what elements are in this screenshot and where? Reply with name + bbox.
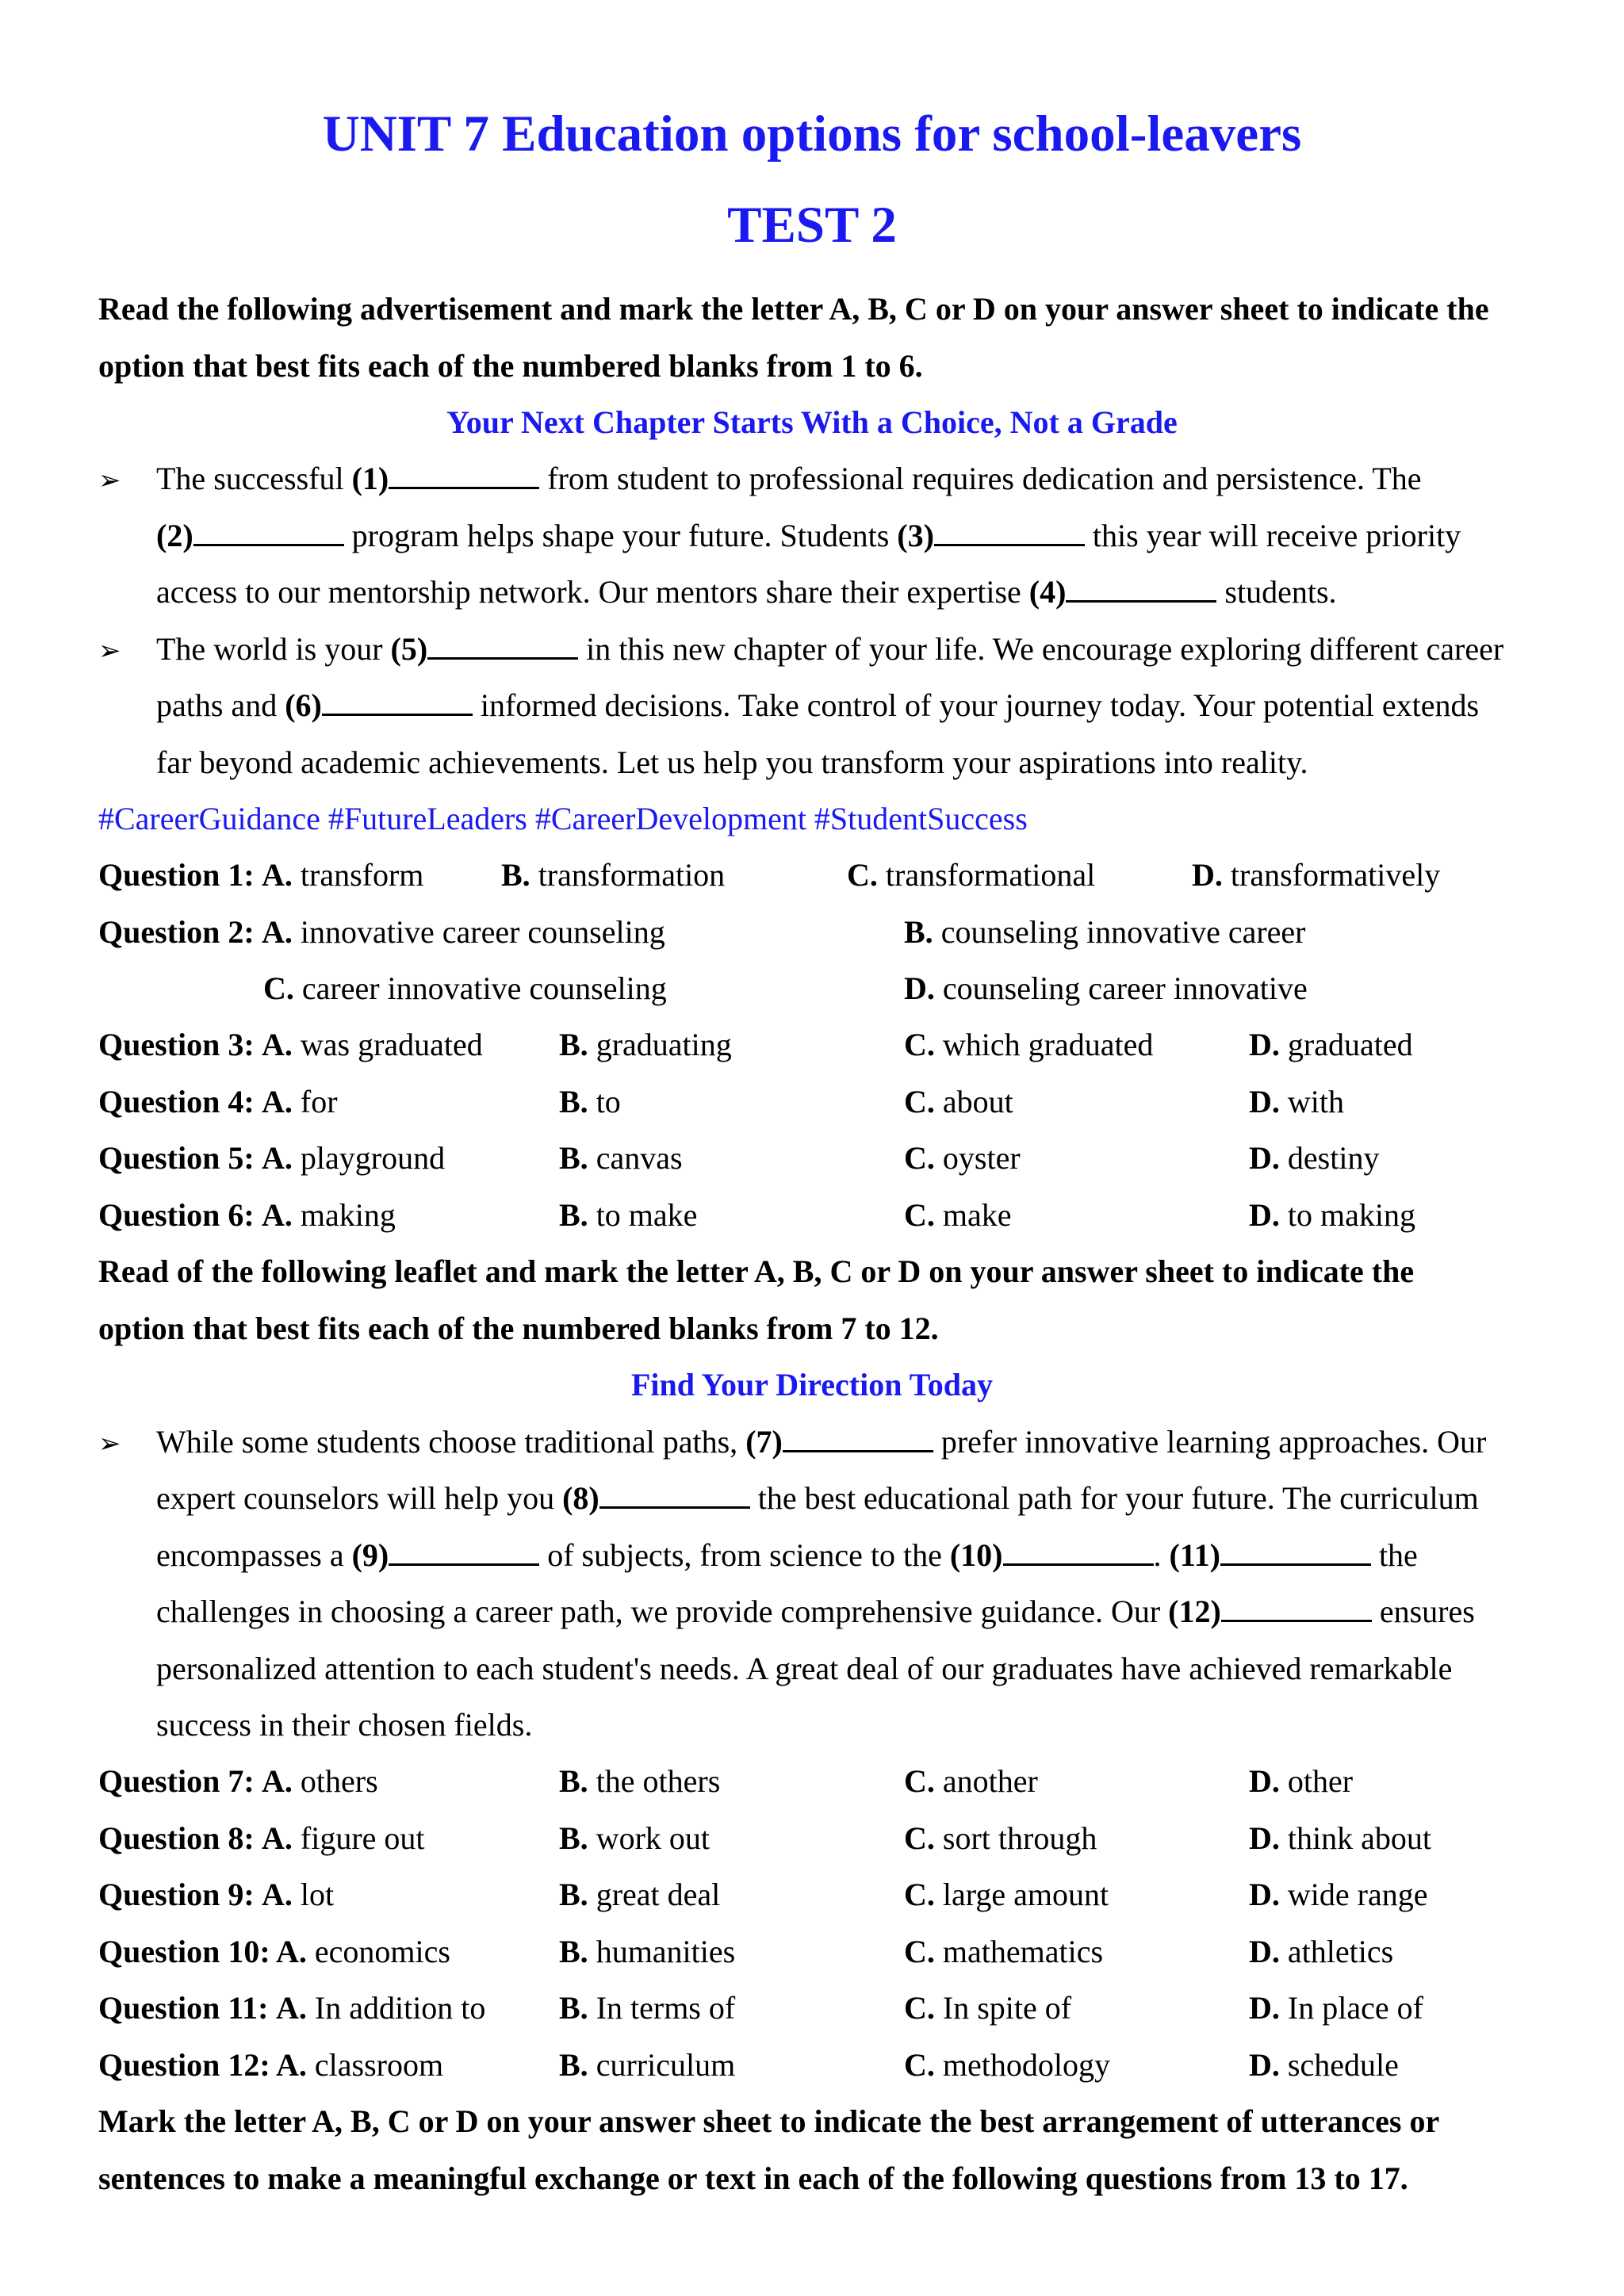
question-3-label: Question 3: (98, 1027, 255, 1062)
ad-paragraph-1-line-1: The successful (1) from student to professional requires dedication and persistence. The (156, 461, 1422, 496)
blank-11 (1220, 1540, 1371, 1566)
question-6-option-b[interactable]: B. to make (559, 1197, 698, 1233)
ad-paragraph-2-line-1: The world is your (5) in this new chapter of your life. We encourage exploring different career (156, 631, 1504, 667)
question-1-option-a[interactable]: A. transform (262, 857, 424, 893)
question-9-option-a[interactable]: A. lot (262, 1877, 335, 1912)
question-8-option-b[interactable]: B. work out (559, 1820, 710, 1856)
advertisement-heading: Your Next Chapter Starts With a Choice, Not a Grade (446, 404, 1178, 440)
question-10-option-d[interactable]: D. athletics (1249, 1934, 1394, 1969)
instruction-2-line-1: Read of the following leaflet and mark the letter A, B, C or D on your answer sheet to indicate the (98, 1253, 1415, 1289)
leaflet-line-2: expert counselors will help you (8) the best educational path for your future. The curriculum (156, 1480, 1479, 1516)
question-7-option-b[interactable]: B. the others (559, 1763, 721, 1799)
question-11-option-a[interactable]: A. In addition to (276, 1990, 486, 2026)
leaflet-line-1: While some students choose traditional paths, (7) prefer innovative learning approaches. Our (156, 1424, 1487, 1460)
leaflet-heading: Find Your Direction Today (630, 1367, 994, 1402)
question-11-option-c[interactable]: C. In spite of (904, 1990, 1072, 2026)
blank-4 (1066, 576, 1216, 603)
question-2-option-b[interactable]: B. counseling innovative career (904, 914, 1306, 950)
question-5-option-b[interactable]: B. canvas (559, 1140, 683, 1176)
question-1-option-d[interactable]: D. transformatively (1192, 857, 1441, 893)
question-6-option-c[interactable]: C. make (904, 1197, 1012, 1233)
instruction-1-line-1: Read the following advertisement and mark the letter A, B, C or D on your answer sheet to indicate the (98, 291, 1489, 327)
ad-paragraph-1-line-3: access to our mentorship network. Our mentors share their expertise (4) students. (156, 574, 1337, 610)
question-5-option-a[interactable]: A. playground (262, 1140, 446, 1176)
leaflet-line-3: encompasses a (9) of subjects, from science to the (10) . (11) the (156, 1537, 1418, 1573)
question-7-option-c[interactable]: C. another (904, 1763, 1038, 1799)
question-5-option-d[interactable]: D. destiny (1249, 1140, 1380, 1176)
instruction-2-line-2: option that best fits each of the numbered blanks from 7 to 12. (98, 1311, 939, 1346)
question-6-option-d[interactable]: D. to making (1249, 1197, 1415, 1233)
question-12-option-c[interactable]: C. methodology (904, 2047, 1110, 2083)
question-10-option-c[interactable]: C. mathematics (904, 1934, 1104, 1969)
question-6-label: Question 6: (98, 1197, 255, 1233)
question-10-label: Question 10: (98, 1934, 270, 1969)
test-number: TEST 2 (727, 197, 897, 254)
question-1-label: Question 1: (98, 857, 255, 893)
question-10-option-a[interactable]: A. economics (276, 1934, 450, 1969)
question-9-option-b[interactable]: B. great deal (559, 1877, 721, 1912)
question-11-option-b[interactable]: B. In terms of (559, 1990, 736, 2026)
question-12-label: Question 12: (98, 2047, 270, 2083)
question-7-option-a[interactable]: A. others (262, 1763, 378, 1799)
question-8-option-d[interactable]: D. think about (1249, 1820, 1431, 1856)
question-7-label: Question 7: (98, 1763, 255, 1799)
question-3-option-c[interactable]: C. which graduated (904, 1027, 1154, 1062)
question-11-option-d[interactable]: D. In place of (1249, 1990, 1423, 2026)
blank-10 (1003, 1540, 1154, 1566)
question-3-option-a[interactable]: A. was graduated (262, 1027, 483, 1062)
leaflet-line-5: personalized attention to each student's needs. A great deal of our graduates have achieved remarkable (156, 1651, 1453, 1686)
question-2-option-c[interactable]: C. career innovative counseling (263, 970, 667, 1006)
question-12-option-a[interactable]: A. classroom (276, 2047, 444, 2083)
ad-paragraph-1-line-2: (2) program helps shape your future. Students (3) this year will receive priority (156, 518, 1461, 553)
question-9-option-c[interactable]: C. large amount (904, 1877, 1109, 1912)
instruction-1-line-2: option that best fits each of the numbered blanks from 1 to 6. (98, 348, 923, 384)
blank-6 (322, 690, 473, 716)
question-7-option-d[interactable]: D. other (1249, 1763, 1354, 1799)
question-11-label: Question 11: (98, 1990, 269, 2026)
question-4-option-c[interactable]: C. about (904, 1084, 1013, 1119)
blank-2 (193, 520, 344, 546)
question-2-label: Question 2: (98, 914, 255, 950)
question-3-option-b[interactable]: B. graduating (559, 1027, 732, 1062)
question-12-option-b[interactable]: B. curriculum (559, 2047, 736, 2083)
blank-9 (389, 1540, 539, 1566)
question-10-option-b[interactable]: B. humanities (559, 1934, 736, 1969)
question-4-option-b[interactable]: B. to (559, 1084, 621, 1119)
blank-8 (599, 1483, 750, 1509)
question-8-option-a[interactable]: A. figure out (262, 1820, 425, 1856)
question-4-option-a[interactable]: A. for (262, 1084, 338, 1119)
question-2-option-d[interactable]: D. counseling career innovative (904, 970, 1308, 1006)
blank-1 (389, 463, 539, 489)
arrow-bullet-icon: ➢ (98, 637, 121, 666)
question-4-option-d[interactable]: D. with (1249, 1084, 1345, 1119)
question-6-option-a[interactable]: A. making (262, 1197, 396, 1233)
leaflet-line-4: challenges in choosing a career path, we provide comprehensive guidance. Our (12) ensures (156, 1594, 1475, 1629)
leaflet-line-6: success in their chosen fields. (156, 1707, 533, 1743)
question-8-label: Question 8: (98, 1820, 255, 1856)
question-9-label: Question 9: (98, 1877, 255, 1912)
question-4-label: Question 4: (98, 1084, 255, 1119)
page-title: UNIT 7 Education options for school-leavers (322, 105, 1302, 163)
question-9-option-d[interactable]: D. wide range (1249, 1877, 1428, 1912)
question-1-option-b[interactable]: B. transformation (501, 857, 726, 893)
question-5-option-c[interactable]: C. oyster (904, 1140, 1021, 1176)
hashtags: #CareerGuidance #FutureLeaders #CareerDevelopment #StudentSuccess (98, 801, 1028, 836)
ad-paragraph-2-line-2: paths and (6) informed decisions. Take control of your journey today. Your potential extends (156, 687, 1480, 723)
question-5-label: Question 5: (98, 1140, 255, 1176)
blank-12 (1221, 1596, 1372, 1622)
question-3-option-d[interactable]: D. graduated (1249, 1027, 1413, 1062)
arrow-bullet-icon: ➢ (98, 466, 121, 496)
blank-7 (783, 1426, 933, 1452)
instruction-3-line-1: Mark the letter A, B, C or D on your answer sheet to indicate the best arrangement of utterances or (98, 2103, 1440, 2139)
blank-5 (427, 633, 578, 660)
question-8-option-c[interactable]: C. sort through (904, 1820, 1097, 1856)
arrow-bullet-icon: ➢ (98, 1429, 121, 1459)
question-1-option-c[interactable]: C. transformational (847, 857, 1096, 893)
instruction-3-line-2: sentences to make a meaningful exchange or text in each of the following questions from 13 to 17. (98, 2160, 1408, 2196)
question-2-option-a[interactable]: A. innovative career counseling (262, 914, 665, 950)
ad-paragraph-2-line-3: far beyond academic achievements. Let us help you transform your aspirations into reality. (156, 744, 1308, 780)
question-12-option-d[interactable]: D. schedule (1249, 2047, 1399, 2083)
blank-3 (934, 520, 1085, 546)
